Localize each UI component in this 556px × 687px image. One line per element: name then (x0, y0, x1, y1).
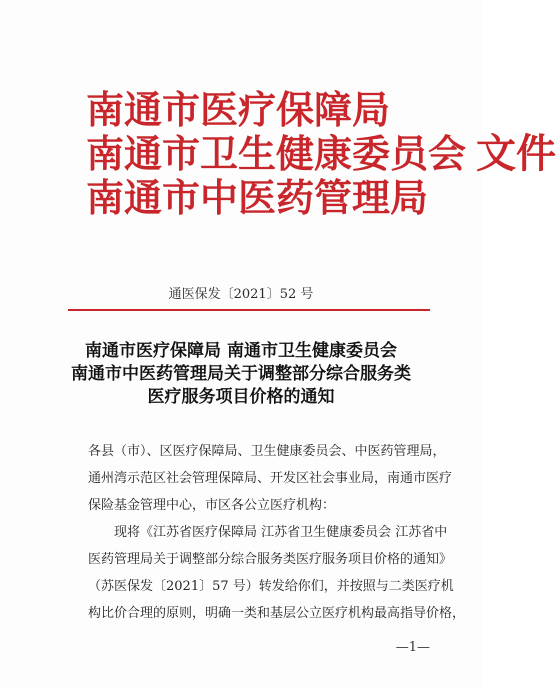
header-issuer-3: 南通市中医药管理局 (86, 175, 429, 220)
header-suffix: 文件 (476, 130, 556, 177)
body-line-2: 通州湾示范区社会管理保障局、开发区社会事业局，南通市医疗 (88, 471, 453, 486)
document-number: 通医保发〔2021〕52 号 (168, 287, 314, 302)
header-issuer-2: 南通市卫生健康委员会 (86, 131, 467, 176)
document-body (88, 438, 466, 627)
header-row-2 (86, 132, 556, 176)
body-line-1: 各县（市）、区医疗保障局、卫生健康委员会、中医药管理局， (88, 444, 446, 459)
body-line-7: 构比价合理的原则，明确一类和基层公立医疗机构最高指导价格， (88, 606, 466, 621)
body-line-3: 保险基金管理中心，市区各公立医疗机构： (88, 498, 336, 513)
red-separator-line (68, 309, 430, 311)
body-line-6: （苏医保发〔2021〕57 号）转发给你们，并按照与二类医疗机 (88, 579, 454, 594)
body-line-4: 现将《江苏省医疗保障局 江苏省卫生健康委员会 江苏省中 (114, 525, 448, 540)
title-line-2: 南通市中医药管理局关于调整部分综合服务类 (71, 364, 411, 384)
title-line-3: 医疗服务项目价格的通知 (147, 387, 335, 407)
page-number: —1— (395, 640, 430, 655)
document-header (86, 88, 556, 220)
header-issuer-1: 南通市医疗保障局 (86, 87, 391, 132)
title-line-1: 南通市医疗保障局 南通市卫生健康委员会 (85, 341, 397, 361)
body-line-5: 医药管理局关于调整部分综合服务类医疗服务项目价格的通知》 (88, 552, 453, 567)
document-title (0, 340, 482, 409)
